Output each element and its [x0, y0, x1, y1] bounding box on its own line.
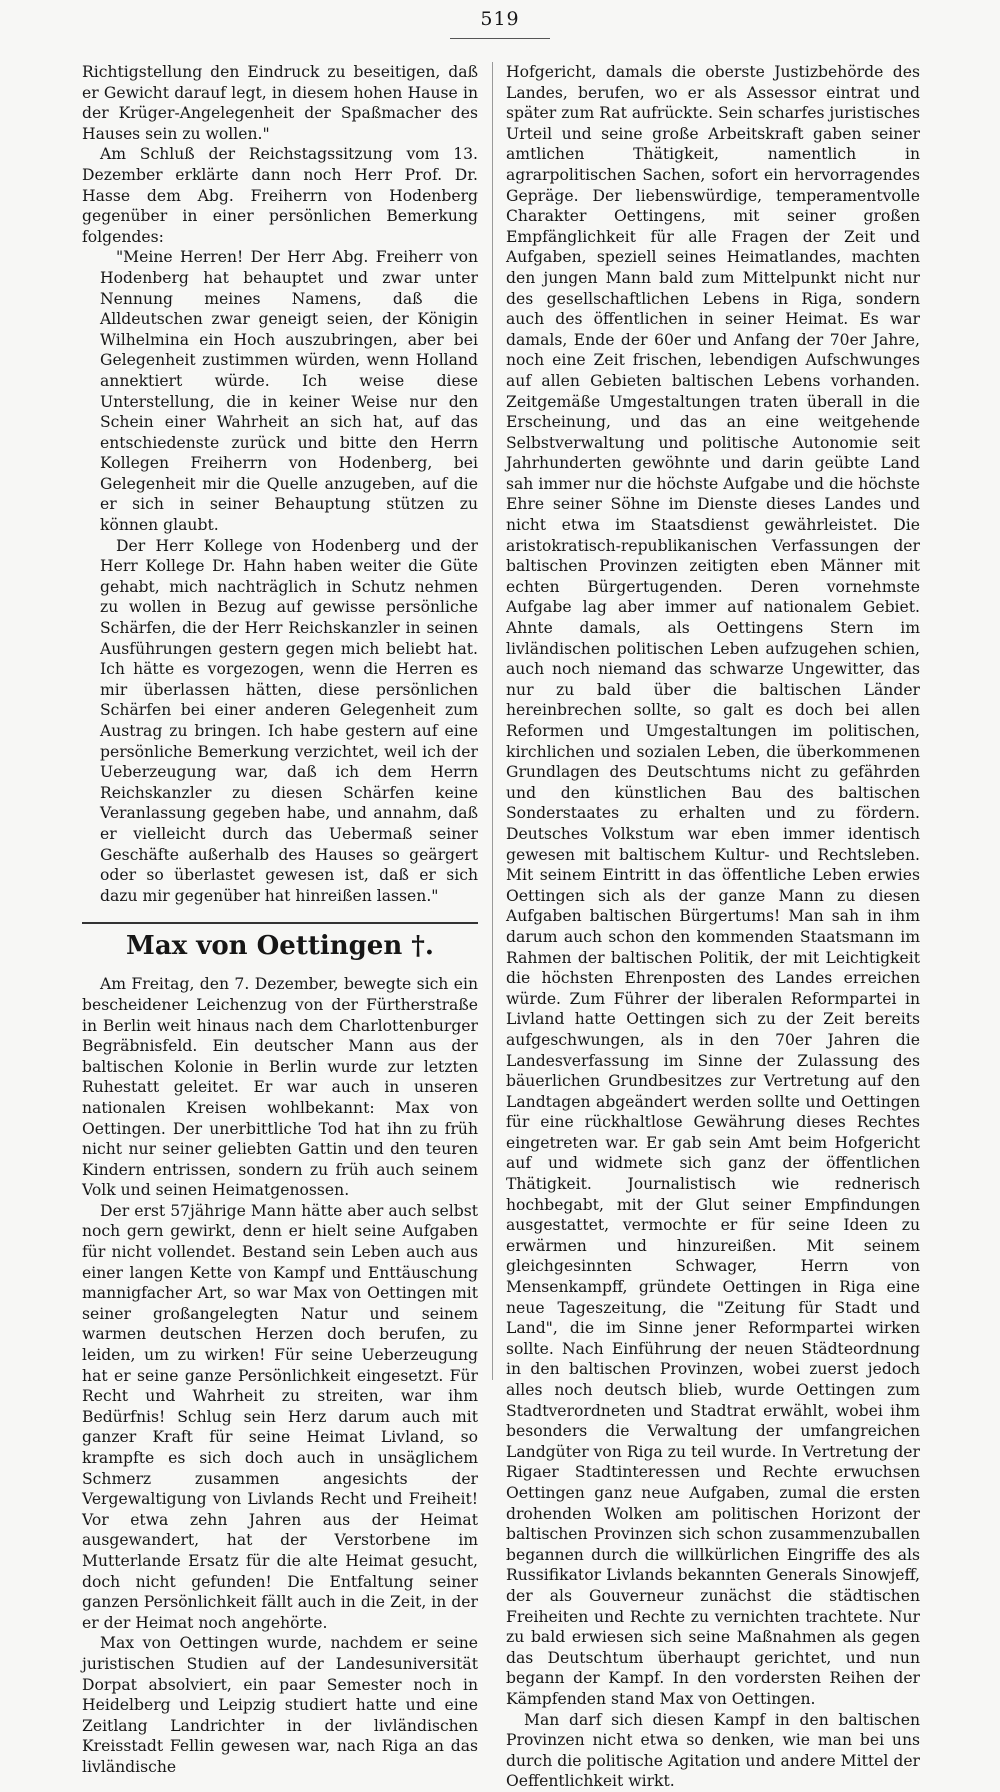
obituary-heading: Max von Oettingen †.	[82, 922, 478, 962]
quote-tail: Richtigstellung den Eindruck zu beseitigen, daß er Gewicht darauf legt, in diesem hohen Hause in der Krüger-Angelegenheit der Spaßmacher des Hauses sein zu wollen."	[82, 63, 478, 143]
left-column	[82, 62, 478, 1778]
obituary-paragraph-3: Max von Oettingen wurde, nachdem er seine juristischen Studien auf der Landesuniversität Dorpat absolviert, ein paar Semester noch in Heidelberg und Leipzig studiert hatte und eine Zeitlang Landrichter in der livländischen Kreisstadt Fellin gewesen war, nach Riga an das livländische	[82, 1634, 478, 1776]
hasse-quote-1: "Meine Herren! Der Herr Abg. Freiherr von Hodenberg hat behauptet und zwar unter Nennung meines Namens, daß die Alldeutschen zwar geneigt seien, der Königin Wilhelmina ein Hoch auszubringen, aber bei Gelegenheit zustimmen würden, wenn Holland annektiert würde. Ich weise diese Unterstellung, die in keiner Weise nur den Schein einer Wahrheit an sich hat, auf das entschiedenste zurück und bitte den Herrn Kollegen Freiherrn von Hodenberg, bei Gelegenheit mir die Quelle anzugeben, auf die er sich in seiner Behauptung stützen zu können glaubt.	[100, 248, 478, 535]
obituary-paragraph-3-continued: Hofgericht, damals die oberste Justizbehörde des Landes, berufen, wo er als Assessor eintrat und später zum Rat aufrückte. Sein scharfes juristisches Urteil und seine große Arbeitskraft gaben seiner amtlichen Thätigkeit, namentlich in agrarpolitischen Sachen, sofort ein hervorragendes Gepräge. Der liebenswürdige, temperamentvolle Charakter Oettingens, mit seiner großen Empfänglichkeit für alle Fragen der Zeit und Aufgaben, speziell seines Heimatlandes, machten den jungen Mann bald zum Mittelpunkt nicht nur des gesellschaftlichen Lebens in Riga, sondern auch des öffentlichen in seiner Heimat. Es war damals, Ende der 60er und Anfang der 70er Jahre, noch eine Zeit frischen, lebendigen Aufschwunges auf allen Gebieten baltischen Lebens vorhanden. Zeitgemäße Umgestaltungen traten überall in die Erscheinung, und das an eine weitgehende Selbstverwaltung und politische Autonomie seit Jahrhunderten gewöhnte und darin geübte Land sah immer nur die höchste Aufgabe und die höchste Ehre seiner Söhne im Dienste dieses Landes und nicht etwa im Staatsdienst gewährleistet. Die aristokratisch-republikanischen Verfassungen der baltischen Provinzen zeitigten eben Männer mit echten Bürgertugenden. Deren vornehmste Aufgabe lag aber immer auf nationalem Gebiet. Ahnte damals, als Oettingens Stern im livländischen politischen Leben aufzugehen schien, auch noch niemand das schwarze Ungewitter, das nur zu bald über die baltischen Länder hereinbrechen sollte, so galt es doch bei allen Reformen und Umgestaltungen im politischen, kirchlichen und sozialen Leben, die überkommenen Grundlagen des Deutschtums nicht zu gefährden und den künstlichen Bau des baltischen Sonderstaates zu erhalten und zu fördern. Deutsches Volkstum war eben immer identisch gewesen mit baltischem Kultur- und Rechtsleben. Mit seinem Eintritt in das öffentliche Leben erwies Oettingen sich als der ganze Mann zu diesen Aufgaben baltischen Bürgertums! Man sah in ihm darum auch schon den kommenden Staatsmann im Rahmen der baltischen Politik, der mit Leichtigkeit die höchsten Ehrenposten des Landes erreichen würde. Zum Führer der liberalen Reformpartei in Livland hatte Oettingen sich zu der Zeit bereits aufgeschwungen, als in den 70er Jahren die Landesverfassung im Sinne der Zulassung des bäuerlichen Grundbesitzes zur Vertretung auf den Landtagen abgeändert werden sollte und Oettingen für eine rückhaltlose Gewährung dieses Rechtes eingetreten war. Er gab sein Amt beim Hofgericht auf und widmete sich ganz der öffentlichen Thätigkeit. Journalistisch wie rednerisch hochbegabt, mit der Glut seiner Empfindungen ausgestattet, vermochte er für seine Ideen zu erwärmen und hinzureißen. Mit seinem gleichgesinnten Schwager, Herrn von Mensenkampff, gründete Oettingen in Riga eine neue Tageszeitung, die "Zeitung für Stadt und Land", die im Sinne jener Reformpartei wirken sollte. Nach Einführung der neuen Städteordnung in den baltischen Provinzen, wobei zuerst jedoch alles noch deutsch blieb, wurde Oettingen zum Stadtverordneten und Stadtrat erwählt, wobei ihm besonders die Verwaltung der umfangreichen Landgüter von Riga zu teil wurde. In Vertretung der Rigaer Stadtinteressen und Rechte erwuchsen Oettingen ganz neue Aufgaben, zumal die ersten drohenden Wolken am politischen Horizont der baltischen Provinzen sich schon zusammenzuballen begannen durch die willkürlichen Eingriffe des als Russifikator Livlands bekannten Generals Sinowjeff, der als Gouverneur zunächst die städtischen Freiheiten und Rechte zu vernichten trachtete. Nur zu bald erwiesen sich seine Maßnahmen als gegen das Deutschtum überhaupt gerichtet, und nun begann der Kampf. In den vordersten Reihen der Kämpfenden stand Max von Oettingen.	[506, 63, 920, 1708]
column-divider	[492, 62, 493, 1380]
obituary-paragraph-4: Man darf sich diesen Kampf in den baltischen Provinzen nicht etwa so denken, wie man bei uns durch die politische Agitation und andere Mittel der Oeffentlichkeit wirkt.	[506, 1710, 920, 1791]
page-number: 519	[480, 8, 520, 30]
hasse-intro: Am Schluß der Reichstagssitzung vom 13. Dezember erklärte dann noch Herr Prof. Dr. Hasse dem Abg. Freiherrn von Hodenberg gegenüber in einer persönlichen Bemerkung folgendes:	[82, 145, 478, 246]
right-column	[506, 62, 920, 1792]
hasse-quote-2: Der Herr Kollege von Hodenberg und der Herr Kollege Dr. Hahn haben weiter die Güte gehabt, mich nachträglich in Schutz nehmen zu wollen in Bezug auf gewisse persönliche Schärfen, die der Herr Reichskanzler in seinen Ausführungen gestern gegen mich beliebt hat. Ich hätte es vorgezogen, wenn die Herren es mir überlassen hätten, diese persönlichen Schärfen bei einer anderen Gelegenheit zum Austrag zu bringen. Ich habe gestern auf eine persönliche Bemerkung verzichtet, weil ich der Ueberzeugung war, daß ich dem Herrn Reichskanzler zu diesen Schärfen keine Veranlassung gegeben habe, und annahm, daß er vielleicht durch das Uebermaß seiner Geschäfte außerhalb des Hauses so geärgert oder so überlastet gewesen ist, daß er sich dazu mir gegenüber hat hinreißen lassen."	[100, 536, 478, 905]
page-number-rule	[450, 38, 550, 39]
obituary-paragraph-1: Am Freitag, den 7. Dezember, bewegte sich ein bescheidener Leichenzug von der Fürtherstraße in Berlin weit hinaus nach dem Charlottenburger Begräbnisfeld. Ein deutscher Mann aus der baltischen Kolonie in Berlin wurde zur letzten Ruhestatt geleitet. Er war auch in unseren nationalen Kreisen wohlbekannt: Max von Oettingen. Der unerbittliche Tod hat ihn zu früh nicht nur seiner geliebten Gattin und den teuren Kindern entrissen, sondern zu früh auch seinem Volk und seinen Heimatgenossen.	[82, 975, 478, 1200]
obituary-paragraph-2: Der erst 57jährige Mann hätte aber auch selbst noch gern gewirkt, denn er hielt seine Aufgaben für nicht vollendet. Bestand sein Leben auch aus einer langen Kette von Kampf und Enttäuschung mannigfacher Art, so war Max von Oettingen mit seiner großangelegten Natur und seinem warmen deutschen Herzen doch berufen, zu leiden, um zu wirken! Für seine Ueberzeugung hat er seine ganze Persönlichkeit eingesetzt. Für Recht und Wahrheit zu streiten, war ihm Bedürfnis! Schlug sein Herz darum auch mit ganzer Kraft für seine Heimat Livland, so krampfte es sich doch auch in unsäglichem Schmerz zusammen angesichts der Vergewaltigung von Livlands Recht und Freiheit! Vor etwa zehn Jahren aus der Heimat ausgewandert, hat der Verstorbene im Mutterlande Ersatz für die alte Heimat gesucht, doch nicht gefunden! Die Entfaltung seiner ganzen Persönlichkeit fällt auch in die Zeit, in der er der Heimat noch angehörte.	[82, 1201, 478, 1632]
